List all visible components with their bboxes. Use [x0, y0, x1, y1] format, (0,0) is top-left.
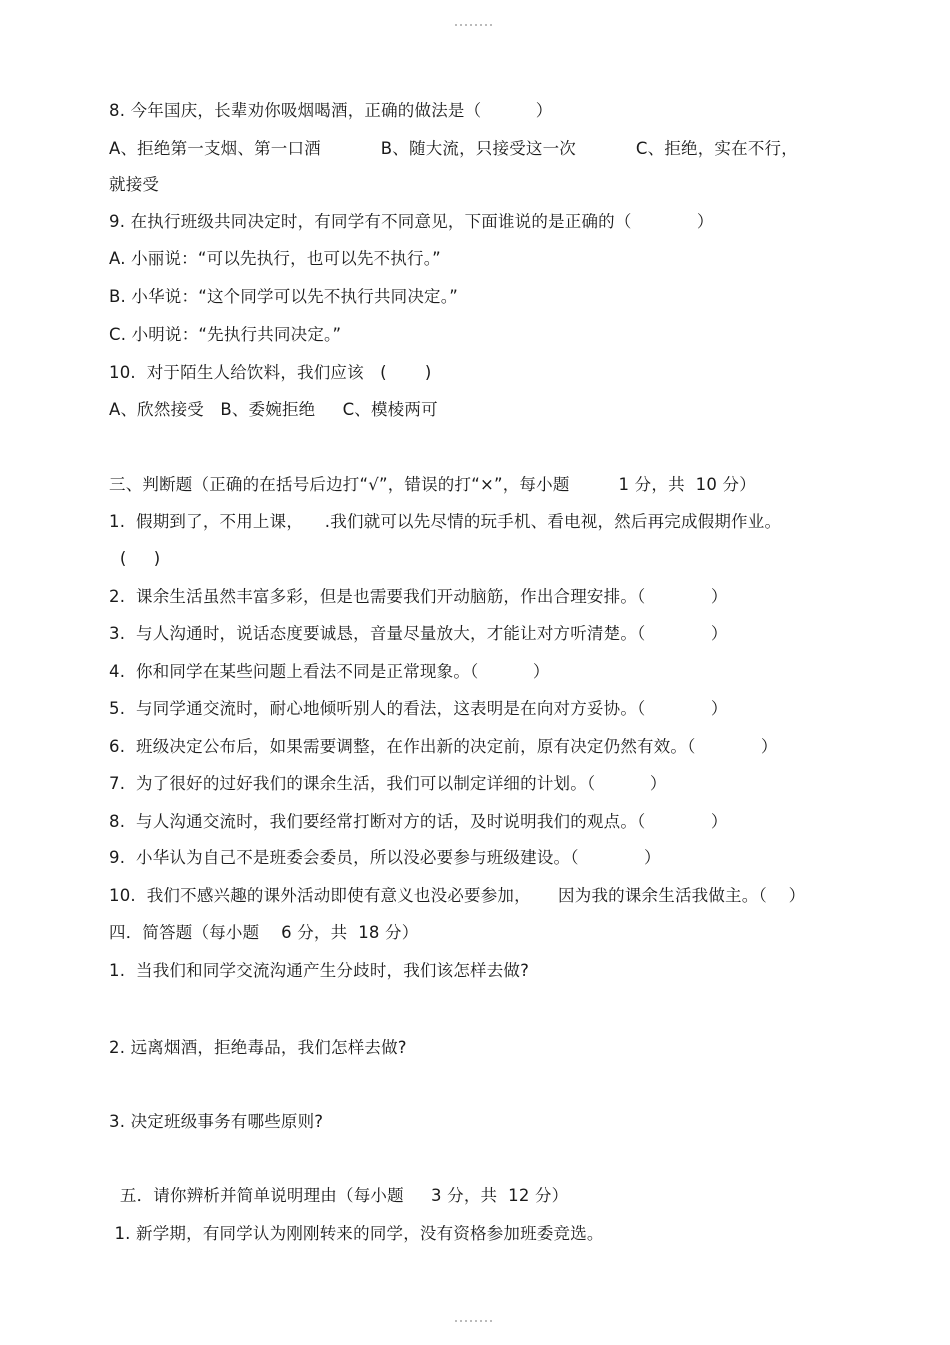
judge-item-9: 9. 小华认为自己不是班委会委员，所以没必要参与班级建设。（ ）: [109, 848, 661, 867]
section-5-heading: 五．请你辨析并简单说明理由（每小题 3 分，共 12 分）: [109, 1186, 569, 1205]
section-3-heading: 三、判断题（正确的在括号后边打“√”，错误的打“×”，每小题 1 分，共 10 分）: [109, 475, 756, 494]
judge-item-1-bracket: ( ): [109, 549, 161, 568]
question-9-option-c: C. 小明说：“先执行共同决定。”: [109, 325, 342, 344]
judge-item-10: 10. 我们不感兴趣的课外活动即使有意义也没必要参加， 因为我的课余生活我做主。（ ）: [109, 886, 806, 905]
judge-item-1: 1. 假期到了，不用上课， .我们就可以先尽情的玩手机、看电视，然后再完成假期作业。: [109, 512, 782, 531]
short-answer-3: 3. 决定班级事务有哪些原则?: [109, 1112, 324, 1131]
question-9: 9. 在执行班级共同决定时，有同学有不同意见，下面谁说的是正确的（ ）: [109, 212, 714, 231]
bottom-page-marker: [455, 1320, 495, 1322]
judge-item-4: 4. 你和同学在某些问题上看法不同是正常现象。（ ）: [109, 662, 550, 681]
short-answer-2: 2. 远离烟酒，拒绝毒品，我们怎样去做?: [109, 1038, 407, 1057]
judge-item-6: 6. 班级决定公布后，如果需要调整，在作出新的决定前，原有决定仍然有效。（ ）: [109, 737, 778, 756]
analysis-item-1: 1. 新学期，有同学认为刚刚转来的同学，没有资格参加班委竞选。: [109, 1224, 604, 1243]
question-9-option-b: B. 小华说：“这个同学可以先不执行共同决定。”: [109, 287, 458, 306]
judge-item-8: 8. 与人沟通交流时，我们要经常打断对方的话，及时说明我们的观点。（ ）: [109, 812, 728, 831]
question-10: 10. 对于陌生人给饮料，我们应该 ( ): [109, 363, 432, 382]
question-9-option-a: A. 小丽说：“可以先执行，也可以先不执行。”: [109, 249, 441, 268]
question-10-options: A、欣然接受 B、委婉拒绝 C、模棱两可: [109, 400, 438, 419]
question-8-options-cont: 就接受: [109, 175, 160, 194]
judge-item-5: 5. 与同学通交流时，耐心地倾听别人的看法，这表明是在向对方妥协。（ ）: [109, 699, 728, 718]
judge-item-2: 2. 课余生活虽然丰富多彩，但是也需要我们开动脑筋，作出合理安排。（ ）: [109, 587, 728, 606]
question-8: 8. 今年国庆，长辈劝你吸烟喝酒，正确的做法是（ ）: [109, 101, 553, 120]
short-answer-1: 1. 当我们和同学交流沟通产生分歧时，我们该怎样去做?: [109, 961, 530, 980]
judge-item-7: 7. 为了很好的过好我们的课余生活，我们可以制定详细的计划。（ ）: [109, 774, 667, 793]
question-8-options: A、拒绝第一支烟、第一口酒 B、随大流，只接受这一次 C、拒绝，实在不行，: [109, 139, 798, 158]
top-page-marker: [455, 24, 495, 26]
section-4-heading: 四．简答题（每小题 6 分，共 18 分）: [109, 923, 419, 942]
judge-item-3: 3. 与人沟通时，说话态度要诚恳，音量尽量放大，才能让对方听清楚。（ ）: [109, 624, 728, 643]
